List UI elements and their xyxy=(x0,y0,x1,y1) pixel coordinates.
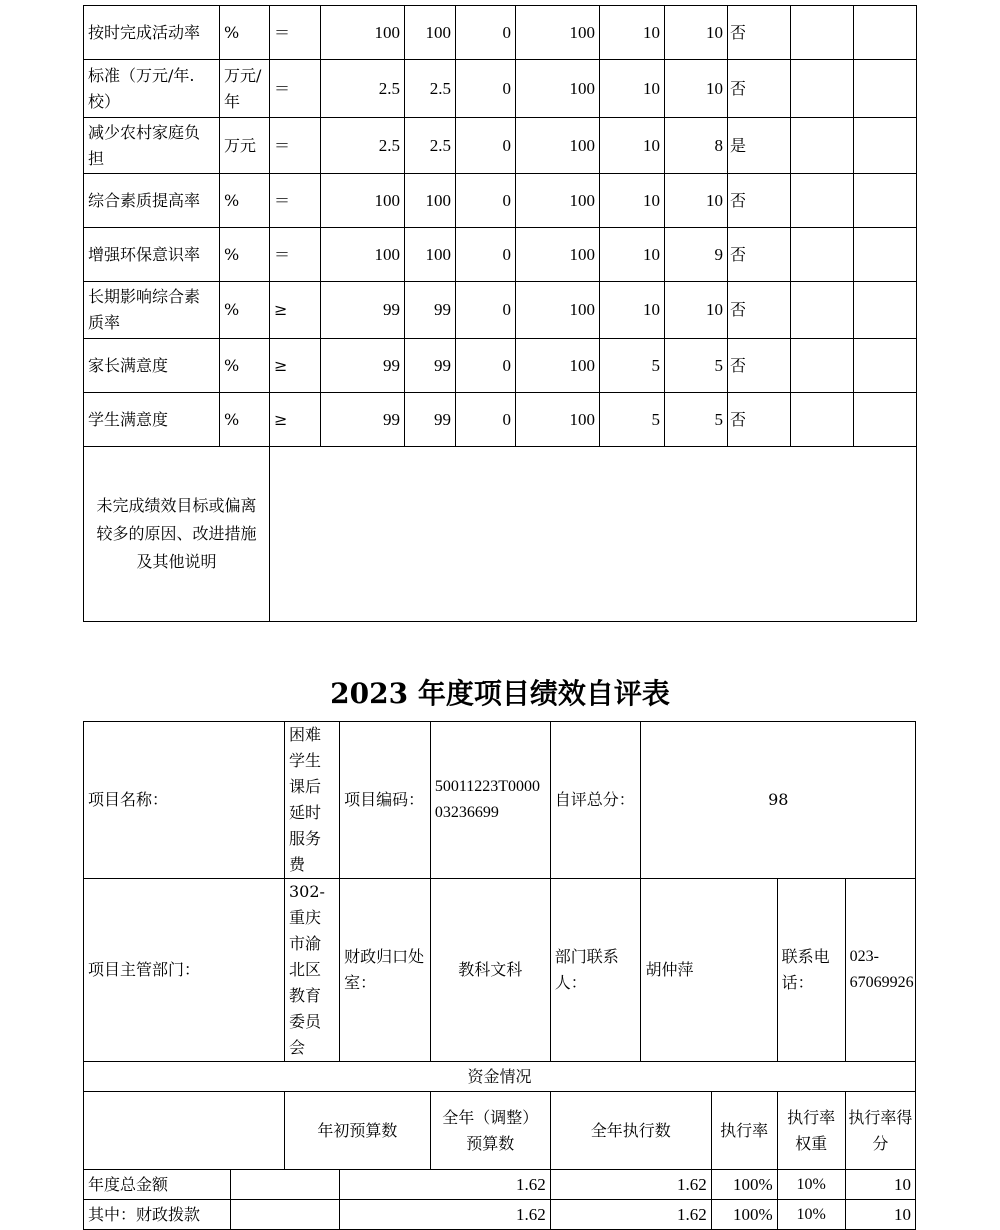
indicator-unit: % xyxy=(220,6,270,60)
explanation-label: 未完成绩效目标或偏离较多的原因、改进措施及其他说明 xyxy=(84,447,270,622)
indicator-unit: 万元/年 xyxy=(220,60,270,118)
indicator-operator: ＝ xyxy=(270,174,321,228)
explanation-row xyxy=(84,447,917,622)
indicator-target: 100 xyxy=(321,6,405,60)
indicator-deviation: 0 xyxy=(456,339,516,393)
indicator-name: 增强环保意识率 xyxy=(84,228,220,282)
indicator-weight: 10 xyxy=(600,60,665,118)
indicator-extra-b xyxy=(854,60,917,118)
indicator-extra-b xyxy=(854,118,917,174)
indicator-extra-b xyxy=(854,282,917,339)
indicator-adjusted: 否 xyxy=(728,228,791,282)
indicator-target: 99 xyxy=(321,282,405,339)
indicator-rate: 100 xyxy=(516,393,600,447)
funds-adjusted-value: 1.62 xyxy=(340,1200,551,1230)
indicator-extra-a xyxy=(791,393,854,447)
indicator-operator: ＝ xyxy=(270,228,321,282)
funds-header-score: 执行率得分 xyxy=(845,1092,915,1170)
indicator-extra-a xyxy=(791,6,854,60)
indicator-operator: ＝ xyxy=(270,60,321,118)
indicator-rate: 100 xyxy=(516,174,600,228)
indicator-weight: 10 xyxy=(600,6,665,60)
indicator-name: 综合素质提高率 xyxy=(84,174,220,228)
indicator-extra-a xyxy=(791,339,854,393)
contact-label: 部门联系人： xyxy=(550,879,641,1062)
indicator-target: 100 xyxy=(321,174,405,228)
indicator-extra-a xyxy=(791,282,854,339)
indicator-target: 2.5 xyxy=(321,118,405,174)
indicator-adjusted: 否 xyxy=(728,60,791,118)
indicator-row xyxy=(84,228,917,282)
funds-header-row xyxy=(84,1092,916,1170)
indicator-operator: ≥ xyxy=(270,339,321,393)
funds-section-title: 资金情况 xyxy=(84,1062,916,1092)
indicator-adjusted: 否 xyxy=(728,6,791,60)
indicator-deviation: 0 xyxy=(456,6,516,60)
indicator-extra-a xyxy=(791,228,854,282)
indicator-score: 10 xyxy=(665,282,728,339)
phone-label: 联系电话： xyxy=(777,879,845,1062)
indicator-score: 8 xyxy=(665,118,728,174)
indicator-deviation: 0 xyxy=(456,60,516,118)
indicator-unit: 万元 xyxy=(220,118,270,174)
indicator-row xyxy=(84,60,917,118)
indicator-deviation: 0 xyxy=(456,174,516,228)
indicator-name: 按时完成活动率 xyxy=(84,6,220,60)
self-score-label: 自评总分： xyxy=(550,722,641,879)
indicator-rate: 100 xyxy=(516,282,600,339)
indicator-unit: % xyxy=(220,393,270,447)
indicator-extra-b xyxy=(854,228,917,282)
indicator-deviation: 0 xyxy=(456,393,516,447)
funds-executed-value: 1.62 xyxy=(550,1200,711,1230)
funds-weight-value: 10% xyxy=(777,1200,845,1230)
funds-score-value: 10 xyxy=(845,1200,915,1230)
indicator-unit: % xyxy=(220,339,270,393)
project-code-value: 50011223T000003236699 xyxy=(430,722,550,879)
funds-executed-value: 1.62 xyxy=(550,1170,711,1200)
indicator-extra-b xyxy=(854,393,917,447)
indicator-name: 家长满意度 xyxy=(84,339,220,393)
dept-label: 项目主管部门： xyxy=(84,879,285,1062)
indicator-operator: ≥ xyxy=(270,393,321,447)
page-title: 2023 年度项目绩效自评表 xyxy=(330,677,670,710)
indicator-score: 9 xyxy=(665,228,728,282)
indicator-operator: ＝ xyxy=(270,118,321,174)
indicator-row xyxy=(84,393,917,447)
funds-row-label: 其中：财政拨款 xyxy=(84,1200,231,1230)
funds-rate-value: 100% xyxy=(711,1170,777,1200)
indicator-adjusted: 否 xyxy=(728,282,791,339)
funds-initial-value xyxy=(230,1170,339,1200)
funds-adjusted-value: 1.62 xyxy=(340,1170,551,1200)
indicator-operator: ＝ xyxy=(270,6,321,60)
indicator-weight: 5 xyxy=(600,339,665,393)
indicator-row xyxy=(84,118,917,174)
indicator-name: 学生满意度 xyxy=(84,393,220,447)
funds-row-total xyxy=(84,1170,916,1200)
indicator-score: 10 xyxy=(665,60,728,118)
indicator-actual: 99 xyxy=(405,393,456,447)
self-score-value: 98 xyxy=(641,722,916,879)
funds-weight-value: 10% xyxy=(777,1170,845,1200)
indicator-weight: 10 xyxy=(600,228,665,282)
office-value: 教科文科 xyxy=(430,879,550,1062)
indicator-row xyxy=(84,339,917,393)
indicator-rate: 100 xyxy=(516,228,600,282)
indicator-deviation: 0 xyxy=(456,228,516,282)
indicator-adjusted: 否 xyxy=(728,339,791,393)
office-label: 财政归口处室： xyxy=(340,879,431,1062)
indicator-score: 10 xyxy=(665,6,728,60)
contact-value: 胡仲萍 xyxy=(641,879,777,1062)
indicator-score: 5 xyxy=(665,393,728,447)
funds-header-executed: 全年执行数 xyxy=(550,1092,711,1170)
indicator-weight: 5 xyxy=(600,393,665,447)
indicator-name: 长期影响综合素质率 xyxy=(84,282,220,339)
indicator-extra-b xyxy=(854,6,917,60)
indicator-adjusted: 是 xyxy=(728,118,791,174)
project-name-label: 项目名称： xyxy=(84,722,285,879)
project-name-value: 困难学生课后延时服务费 xyxy=(284,722,339,879)
project-code-label: 项目编码： xyxy=(340,722,431,879)
indicator-target: 99 xyxy=(321,339,405,393)
indicator-extra-a xyxy=(791,60,854,118)
funds-score-value: 10 xyxy=(845,1170,915,1200)
project-table xyxy=(83,721,916,1230)
indicator-target: 99 xyxy=(321,393,405,447)
dept-value: 302-重庆市渝北区教育委员会 xyxy=(284,879,339,1062)
indicator-actual: 2.5 xyxy=(405,60,456,118)
indicator-name: 减少农村家庭负担 xyxy=(84,118,220,174)
explanation-value xyxy=(270,447,917,622)
indicator-rate: 100 xyxy=(516,60,600,118)
funds-rate-value: 100% xyxy=(711,1200,777,1230)
indicator-rate: 100 xyxy=(516,118,600,174)
funds-header-blank xyxy=(84,1092,285,1170)
indicator-operator: ≥ xyxy=(270,282,321,339)
indicator-weight: 10 xyxy=(600,282,665,339)
indicator-actual: 100 xyxy=(405,174,456,228)
funds-row-label: 年度总金额 xyxy=(84,1170,231,1200)
funds-header-initial: 年初预算数 xyxy=(284,1092,430,1170)
indicator-table xyxy=(83,5,917,622)
indicator-score: 5 xyxy=(665,339,728,393)
indicator-actual: 2.5 xyxy=(405,118,456,174)
indicator-unit: % xyxy=(220,174,270,228)
indicator-rate: 100 xyxy=(516,339,600,393)
indicator-name: 标准（万元/年.校） xyxy=(84,60,220,118)
funds-header-adjusted: 全年（调整）预算数 xyxy=(430,1092,550,1170)
indicator-actual: 100 xyxy=(405,228,456,282)
indicator-weight: 10 xyxy=(600,118,665,174)
indicator-extra-b xyxy=(854,174,917,228)
indicator-adjusted: 否 xyxy=(728,393,791,447)
indicator-actual: 99 xyxy=(405,282,456,339)
indicator-deviation: 0 xyxy=(456,282,516,339)
funds-section-row xyxy=(84,1062,916,1092)
funds-header-weight: 执行率权重 xyxy=(777,1092,845,1170)
indicator-weight: 10 xyxy=(600,174,665,228)
funds-header-rate: 执行率 xyxy=(711,1092,777,1170)
dept-row xyxy=(84,879,916,1062)
phone-value: 023-67069926 xyxy=(845,879,915,1062)
indicator-target: 100 xyxy=(321,228,405,282)
indicator-score: 10 xyxy=(665,174,728,228)
indicator-deviation: 0 xyxy=(456,118,516,174)
funds-row-fiscal xyxy=(84,1200,916,1230)
funds-initial-value xyxy=(230,1200,339,1230)
indicator-unit: % xyxy=(220,228,270,282)
indicator-extra-a xyxy=(791,118,854,174)
indicator-extra-b xyxy=(854,339,917,393)
indicator-actual: 99 xyxy=(405,339,456,393)
indicator-target: 2.5 xyxy=(321,60,405,118)
indicator-rate: 100 xyxy=(516,6,600,60)
indicator-row xyxy=(84,6,917,60)
indicator-extra-a xyxy=(791,174,854,228)
project-name-row xyxy=(84,722,916,879)
indicator-adjusted: 否 xyxy=(728,174,791,228)
indicator-row xyxy=(84,174,917,228)
indicator-unit: % xyxy=(220,282,270,339)
indicator-row xyxy=(84,282,917,339)
indicator-actual: 100 xyxy=(405,6,456,60)
